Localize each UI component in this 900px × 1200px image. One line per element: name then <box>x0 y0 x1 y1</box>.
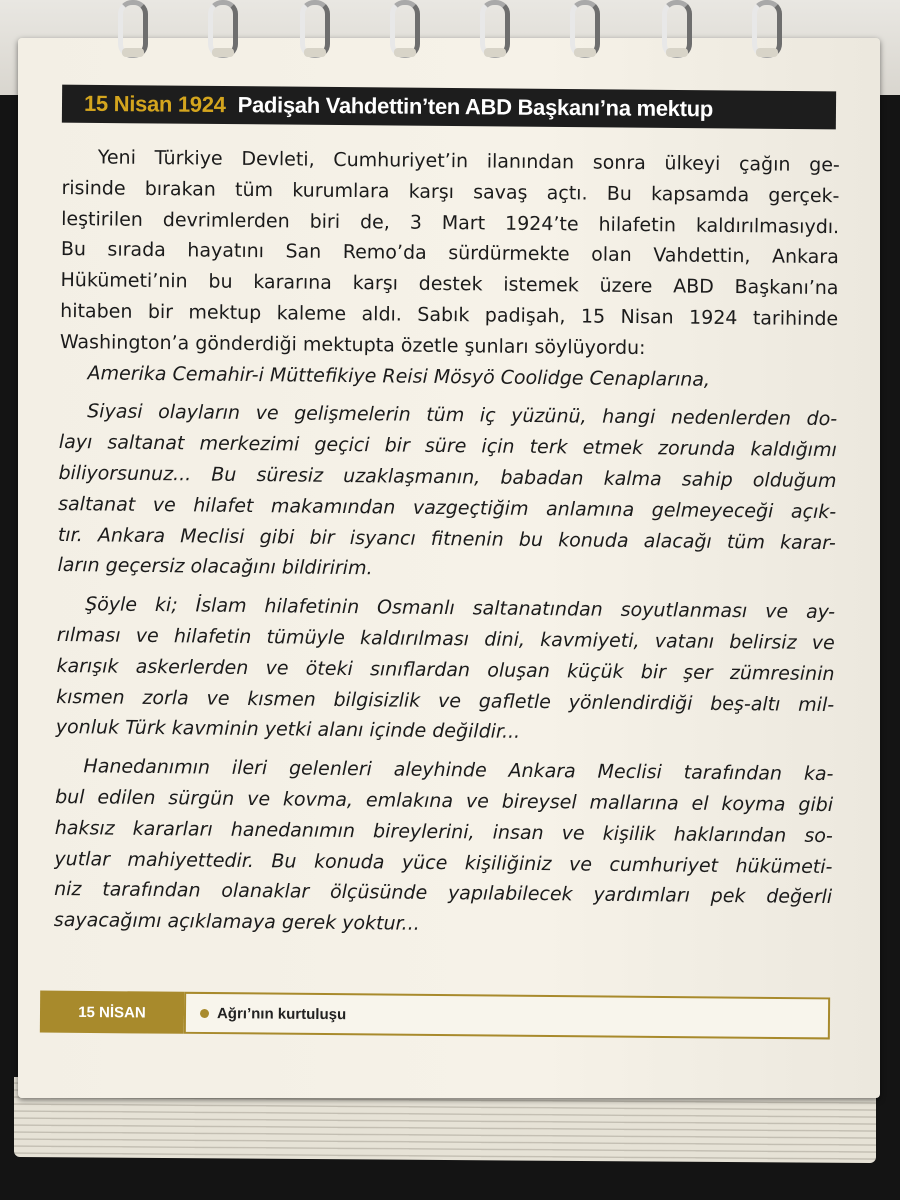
letter-paragraph-2 <box>56 589 836 751</box>
text-line: Şöyle ki; İslam hilafetinin Osmanlı saltanatından soyutlanması ve ay- <box>85 593 836 624</box>
article-body <box>54 142 840 944</box>
text-line: leştirilen devrimlerden biri de, 3 Mart 1924’te hilafetin kaldırılmasıydı. <box>61 207 840 238</box>
text-line: tır. Ankara Meclisi gibi bir isyancı fitnenin bu konuda alacağı tüm karar- <box>57 523 836 554</box>
text-line: Bu sırada hayatını San Remo’da sürdürmekte olan Vahdettin, Ankara <box>60 238 839 269</box>
letter-paragraph-1 <box>57 396 837 589</box>
text-line: yonluk Türk kavminin yetki alanı içinde değildir... <box>55 716 521 744</box>
text-line: saltanat ve hilafet makamından vazgeçtiğim anlamına gelmeyeceği açık- <box>58 492 837 523</box>
binding-hole <box>304 48 326 57</box>
binding-hole <box>484 48 506 57</box>
text-line: biliyorsunuz... Bu süresiz uzaklaşmanın, babadan kalma sahip olduğum <box>58 461 837 493</box>
intro-paragraph <box>60 142 840 366</box>
text-line: hitaben bir mektup kaleme aldı. Sabık padişah, 15 Nisan 1924 tarihinde <box>60 299 839 331</box>
text-line: sayacağımı açıklamaya gerek yoktur... <box>53 909 420 935</box>
text-line: karışık askerlerden ve öteki sınıflardan oluşan küçük bir şer zümresinin <box>56 654 835 685</box>
text-line: haksız kararları hanedanımın bireylerini, insan ve kişilik haklarından so- <box>54 816 833 847</box>
footer-event-label: Ağrı’nın kurtuluşu <box>216 1004 347 1023</box>
text-line: Hanedanımın ileri gelenleri aleyhinde Ankara Meclisi tarafından ka- <box>83 755 834 786</box>
page-title: Padişah Vahdettin’ten ABD Başkanı’na mektup <box>237 92 714 122</box>
text-line: Hükümeti’nin bu kararına karşı destek istemek üzere ABD Başkanı’na <box>60 269 839 300</box>
text-line: kısmen zorla ve kısmen bilgisizlik ve gafletle yönlendirdiği beş-altı mil- <box>56 685 835 716</box>
binding-hole <box>122 48 144 57</box>
text-line: Yeni Türkiye Devleti, Cumhuriyet’in ilanından sonra ülkeyi çağın ge- <box>97 146 840 177</box>
text-line: rılması ve hilafetin tümüyle kaldırılması dini, kavmiyeti, vatanı belirsiz ve <box>56 623 835 655</box>
text-line: layı saltanat merkezimi geçici bir süre için terk etmek zorunda kaldığımı <box>58 431 837 462</box>
salutation-line: Amerika Cemahir-i Müttefikiye Reisi Mösyö Coolidge Cenaplarına, <box>87 361 711 391</box>
binding-hole <box>756 48 778 57</box>
text-line: bul edilen sürgün ve kovma, emlakına ve bireysel mallarına el koyma gibi <box>55 785 834 817</box>
text-line: ların geçersiz olacağını bildiririm. <box>57 554 373 580</box>
title-date: 15 Nisan 1924 <box>83 90 226 118</box>
text-line: yutlar mahiyettedir. Bu konuda yüce kişiliğiniz ve cumhuriyet hükümeti- <box>54 847 833 878</box>
text-line: Washington’a gönderdiği mektupta özetle şunları söylüyordu: <box>59 330 646 359</box>
text-line: risinde bırakan tüm kurumlara karşı savaş açtı. Bu kapsamda gerçek- <box>61 176 840 207</box>
binding-hole <box>394 48 416 57</box>
binding-hole <box>212 48 234 57</box>
footer-note <box>40 991 830 1040</box>
text-line: Siyasi olayların ve gelişmelerin tüm iç yüzünü, hangi nedenlerden do- <box>87 400 838 431</box>
footer-event <box>184 992 830 1040</box>
footer-date: 15 NİSAN <box>40 991 184 1034</box>
text-line: niz tarafından olanaklar ölçüsünde yapılabilecek yardımları pek değerli <box>54 878 833 909</box>
letter-paragraph-3 <box>54 751 834 944</box>
page-title-bar <box>62 85 836 130</box>
spiral-binding <box>0 0 900 60</box>
bullet-icon <box>200 1008 209 1017</box>
binding-hole <box>574 48 596 57</box>
binding-hole <box>666 48 688 57</box>
